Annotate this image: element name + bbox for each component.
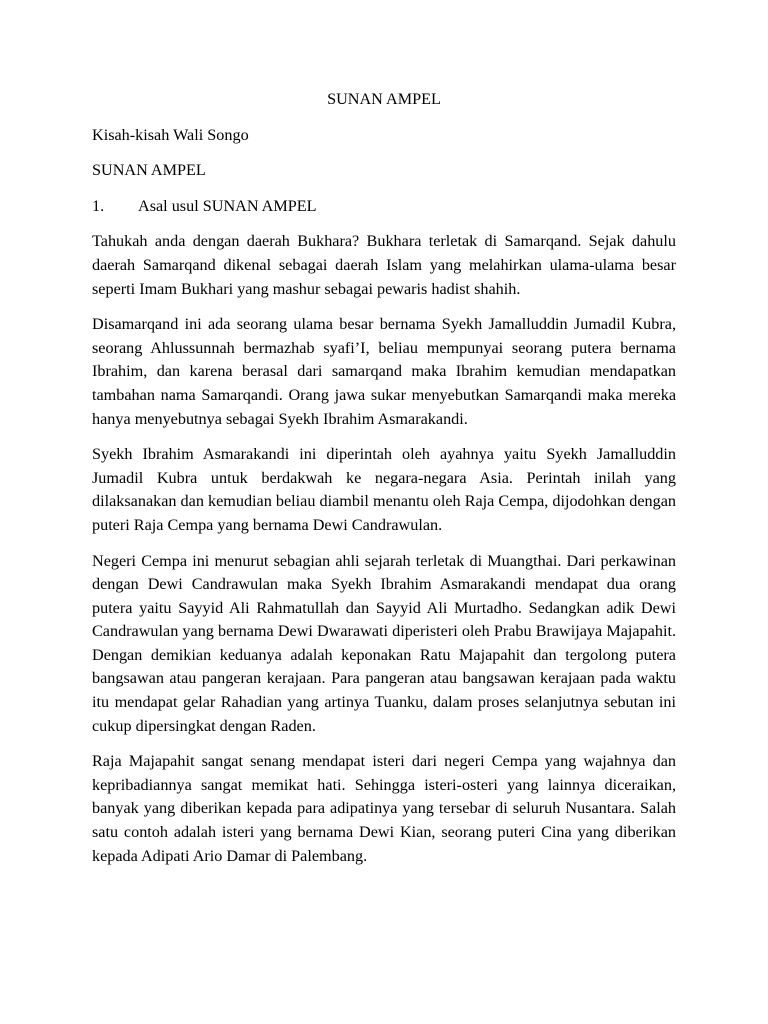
document-subtitle: Kisah-kisah Wali Songo (92, 125, 249, 144)
paragraph-1: Tahukah anda dengan daerah Bukhara? Bukhara terletak di Samarqand. Sejak dahulu daerah Samarqand dikenal sebagai daerah Islam yang melahirkan ulama-ulama besar seperti Imam Bukhari yang mashur sebagai pewaris hadist shahih. (92, 232, 676, 298)
section-heading (92, 195, 676, 219)
paragraph-3: Syekh Ibrahim Asmarakandi ini diperintah oleh ayahnya yaitu Syekh Jamalluddin Jumadil Kubra untuk berdakwah ke negara-negara Asia. Perintah inilah yang dilaksanakan dan kemudian beliau diambil menantu oleh Raja Cempa, dijodohkan dengan puteri Raja Cempa yang bernama Dewi Candrawulan. (92, 445, 676, 534)
section-label: SUNAN AMPEL (92, 161, 206, 180)
paragraph-5: Raja Majapahit sangat senang mendapat isteri dari negeri Cempa yang wajahnya dan kepribadiannya sangat memikat hati. Sehingga isteri-osteri yang lainnya diceraikan, banyak yang diberikan kepada para adipatinya yang tersebar di seluruh Nusantara. Salah satu contoh adalah isteri yang bernama Dewi Kian, seorang puteri Cina yang diberikan kepada Adipati Ario Damar di Palembang. (92, 752, 676, 865)
document-title: SUNAN AMPEL (327, 90, 441, 108)
heading-text: Asal usul SUNAN AMPEL (138, 196, 317, 215)
heading-number: 1. (92, 196, 105, 215)
paragraph-4: Negeri Cempa ini menurut sebagian ahli sejarah terletak di Muangthai. Dari perkawinan dengan Dewi Candrawulan maka Syekh Ibrahim Asmarakandi mendapat dua orang putera yaitu Sayyid Ali Rahmatullah dan Sayyid Ali Murtadho. Sedangkan adik Dewi Candrawulan yang bernama Dewi Dwarawati diperisteri oleh Prabu Brawijaya Majapahit. Dengan demikian keduanya adalah keponakan Ratu Majapahit dan tergolong putera bangsawan atau pangeran kerajaan. Para pangeran atau bangsawan kerajaan pada waktu itu mendapat gelar Rahadian yang artinya Tuanku, dalam proses selanjutnya sebutan ini cukup dipersingkat dengan Raden. (92, 551, 676, 735)
paragraph-2: Disamarqand ini ada seorang ulama besar bernama Syekh Jamalluddin Jumadil Kubra, seorang Ahlussunnah bermazhab syafi’I, beliau mempunyai seorang putera bernama Ibrahim, dan karena berasal dari samarqand maka Ibrahim kemudian mendapatkan tambahan nama Samarqandi. Orang jawa sukar menyebutkan Samarqandi maka mereka hanya menyebutnya sebagai Syekh Ibrahim Asmarakandi. (92, 315, 676, 428)
document-page (92, 88, 676, 880)
